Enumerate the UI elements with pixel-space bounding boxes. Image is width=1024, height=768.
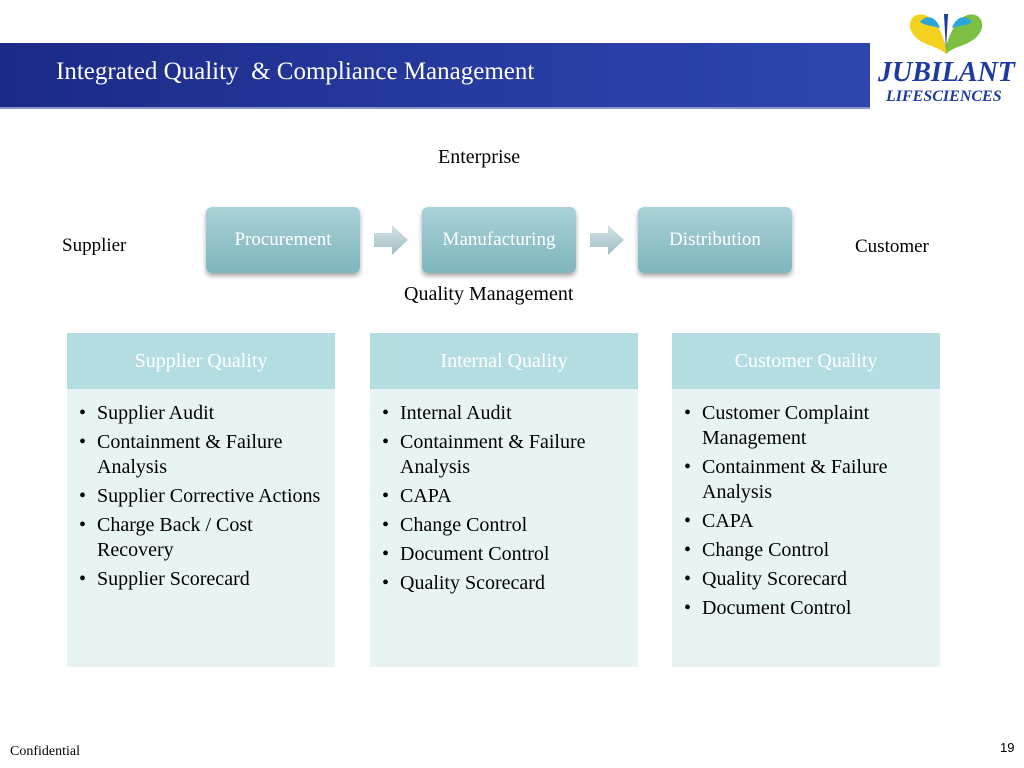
supplier-quality-panel <box>67 333 335 667</box>
list-item: • Quality Scorecard <box>382 571 630 596</box>
panel-title: Supplier Quality <box>67 333 335 389</box>
list-item: • Quality Scorecard <box>684 567 932 592</box>
list-item: • Document Control <box>382 542 630 567</box>
title-bar <box>0 43 870 109</box>
stage-distribution <box>638 207 792 273</box>
slide-title: Integrated Quality & Compliance Management <box>56 58 535 85</box>
chevron-right-arrow-icon <box>374 225 408 255</box>
chevron-right-arrow-icon <box>590 225 624 255</box>
stage-label: Procurement <box>234 229 332 250</box>
panel-title: Internal Quality <box>370 333 638 389</box>
list-item: • Change Control <box>684 538 932 563</box>
list-item: • Change Control <box>382 513 630 538</box>
list-item: • Containment & Failure Analysis <box>382 430 630 480</box>
panel-list <box>370 389 638 596</box>
stage-label: Manufacturing <box>442 229 556 250</box>
list-item: • Supplier Corrective Actions <box>79 484 327 509</box>
company-logo <box>872 2 1022 108</box>
logo-text-lifesciences: LIFESCIENCES <box>886 88 1002 105</box>
enterprise-label: Enterprise <box>438 146 521 168</box>
stage-procurement <box>206 207 360 273</box>
list-item: • Document Control <box>684 596 932 621</box>
list-item: • CAPA <box>382 484 630 509</box>
panel-title: Customer Quality <box>672 333 940 389</box>
page-number: 19 <box>1000 740 1015 755</box>
internal-quality-panel <box>370 333 638 667</box>
list-item: • Supplier Audit <box>79 401 327 426</box>
quality-management-label: Quality Management <box>404 283 574 305</box>
panel-list <box>67 389 335 592</box>
confidential-label: Confidential <box>10 744 80 759</box>
stage-label: Distribution <box>669 229 761 250</box>
list-item: • Internal Audit <box>382 401 630 426</box>
supplier-label: Supplier <box>62 235 127 256</box>
customer-quality-panel <box>672 333 940 667</box>
butterfly-logo-icon <box>906 4 986 56</box>
list-item: • CAPA <box>684 509 932 534</box>
list-item: • Customer Complaint Management <box>684 401 932 451</box>
customer-label: Customer <box>855 236 929 257</box>
logo-text-jubilant: JUBILANT <box>878 57 1015 88</box>
stage-manufacturing <box>422 207 576 273</box>
list-item: • Supplier Scorecard <box>79 567 327 592</box>
list-item: • Charge Back / Cost Recovery <box>79 513 327 563</box>
list-item: • Containment & Failure Analysis <box>684 455 932 505</box>
list-item: • Containment & Failure Analysis <box>79 430 327 480</box>
panel-list <box>672 389 940 621</box>
